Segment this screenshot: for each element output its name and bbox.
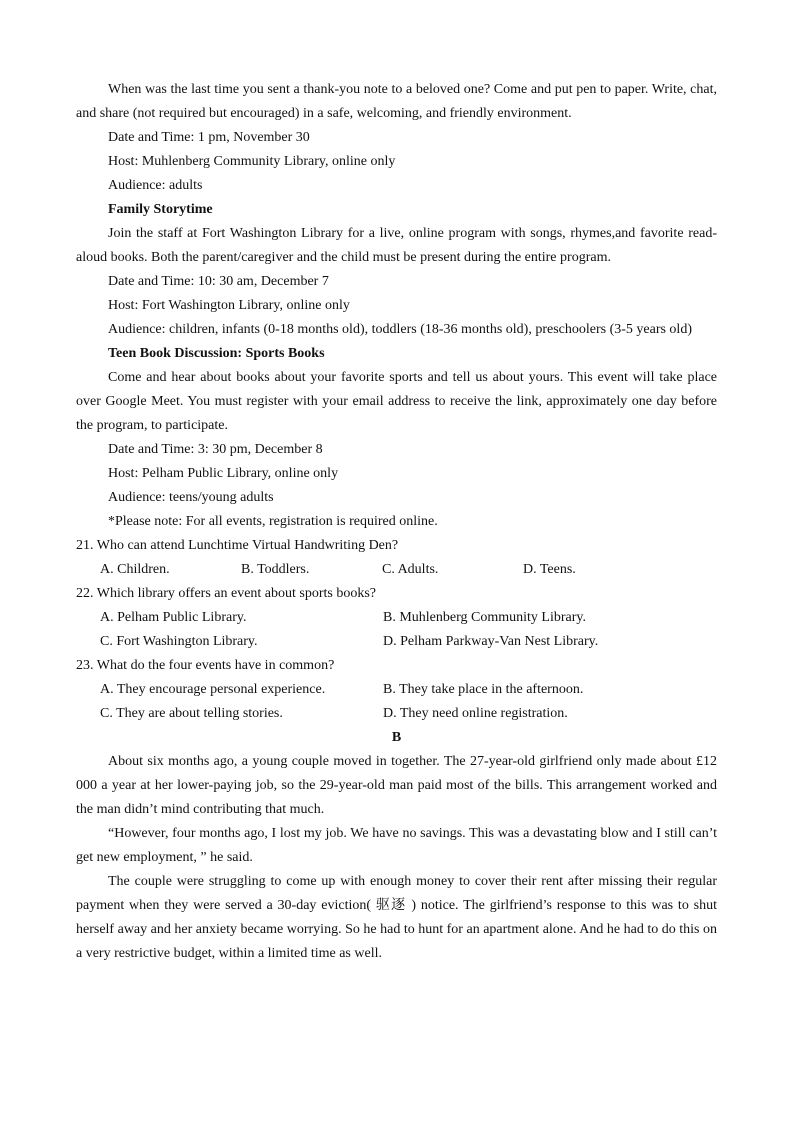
option-a: A. They encourage personal experience. [100, 682, 326, 697]
option-b: B. Muhlenberg Community Library. [383, 610, 586, 625]
option-d: D. Teens. [523, 562, 576, 577]
question-21-options [76, 558, 717, 582]
event-date-teen-book: Date and Time: 3: 30 pm, December 8 [108, 442, 323, 457]
event-body-family-storytime: Join the staff at Fort Washington Library for a live, online program with songs, rhymes,and favorite read-aloud books. Both the parent/caregiver and the child must be present during the entire program. [76, 226, 717, 265]
question-22-options-row-2 [76, 630, 717, 654]
question-23: 23. What do the four events have in common? [76, 658, 335, 673]
option-c: C. They are about telling stories. [100, 706, 283, 721]
event-audience-family-storytime: Audience: children, infants (0-18 months old), toddlers (18-36 months old), preschoolers (3-5 years old) [108, 322, 692, 337]
event-body-teen-book: Come and hear about books about your favorite sports and tell us about yours. This event will take place over Google Meet. You must register with your email address to receive the link, approximately one day before the program, to participate. [76, 370, 717, 433]
intro-paragraph: When was the last time you sent a thank-you note to a beloved one? Come and put pen to paper. Write, chat, and share (not required but encouraged) in a safe, welcoming, and friendly environment. [76, 82, 717, 121]
event-host-family-storytime: Host: Fort Washington Library, online only [108, 298, 350, 313]
option-a: A. Children. [100, 562, 170, 577]
registration-note: *Please note: For all events, registration is required online. [108, 514, 438, 529]
question-21: 21. Who can attend Lunchtime Virtual Handwriting Den? [76, 538, 399, 553]
event-title-family-storytime: Family Storytime [108, 202, 213, 217]
option-c: C. Adults. [382, 562, 439, 577]
intro-audience: Audience: adults [108, 178, 203, 193]
intro-host: Host: Muhlenberg Community Library, online only [108, 154, 396, 169]
section-b-paragraph-3: The couple were struggling to come up with enough money to cover their rent after missing their regular payment when they were served a 30-day eviction( 驱逐 ) notice. The girlfriend’s response to this was to shut herself away and her anxiety became worrying. So he had to hunt for an apartment alone. And he had to do this on a very restrictive budget, within a limited time as well. [76, 874, 717, 961]
intro-date: Date and Time: 1 pm, November 30 [108, 130, 310, 145]
option-d: D. They need online registration. [383, 706, 568, 721]
event-host-teen-book: Host: Pelham Public Library, online only [108, 466, 339, 481]
option-c: C. Fort Washington Library. [100, 634, 258, 649]
question-23-options-row-1 [76, 678, 717, 702]
event-date-family-storytime: Date and Time: 10: 30 am, December 7 [108, 274, 329, 289]
event-audience-teen-book: Audience: teens/young adults [108, 490, 274, 505]
option-b: B. They take place in the afternoon. [383, 682, 584, 697]
section-b-paragraph-1: About six months ago, a young couple moved in together. The 27-year-old girlfriend only made about £12 000 a year at her lower-paying job, so the 29-year-old man paid most of the bills. This arrangement worked and the man didn’t mind contributing that much. [76, 754, 717, 817]
section-b-paragraph-2: “However, four months ago, I lost my job. We have no savings. This was a devastating blow and I still can’t get new employment, ” he said. [76, 826, 717, 865]
event-title-teen-book: Teen Book Discussion: Sports Books [108, 346, 325, 361]
option-a: A. Pelham Public Library. [100, 610, 247, 625]
question-22-options-row-1 [76, 606, 717, 630]
question-23-options-row-2 [76, 702, 717, 726]
option-d: D. Pelham Parkway-Van Nest Library. [383, 634, 599, 649]
section-b-heading: B [391, 730, 402, 745]
question-22: 22. Which library offers an event about sports books? [76, 586, 377, 601]
option-b: B. Toddlers. [241, 562, 310, 577]
